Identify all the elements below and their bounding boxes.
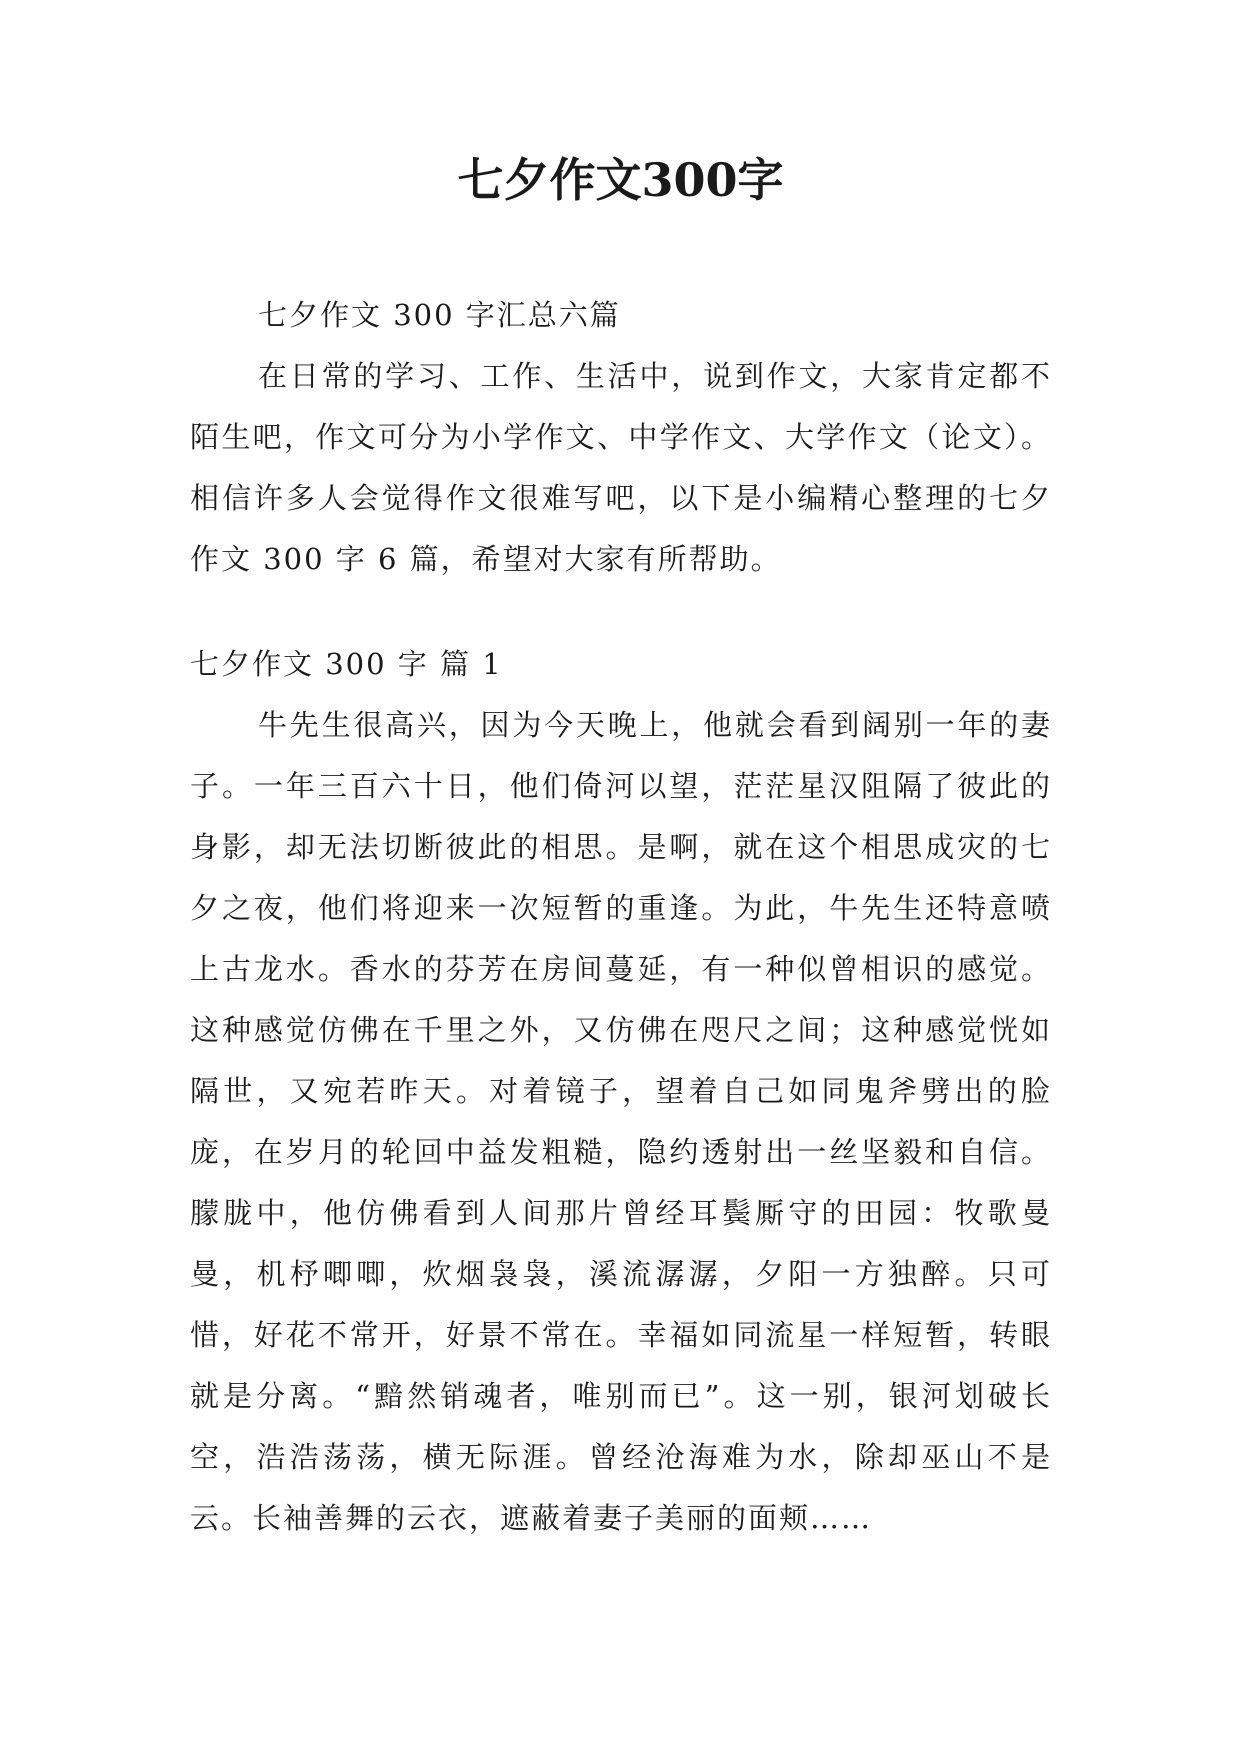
section-paragraph: 牛先生很高兴，因为今天晚上，他就会看到阔别一年的妻子。一年三百六十日，他们倚河以望，茫茫星汉阻隔了彼此的身影，却无法切断彼此的相思。是啊，就在这个相思成灾的七夕之夜，他们将迎来一次短暂的重逢。为此，牛先生还特意喷上古龙水。香水的芬芳在房间蔓延，有一种似曾相识的感觉。这种感觉仿佛在千里之外，又仿佛在咫尺之间；这种感觉恍如隔世，又宛若昨天。对着镜子，望着自己如同鬼斧劈出的脸庞，在岁月的轮回中益发粗糙，隐约透射出一丝坚毅和自信。朦胧中，他仿佛看到人间那片曾经耳鬓厮守的田园：牧歌曼曼，机杼唧唧，炊烟袅袅，溪流潺潺，夕阳一方独醉。只可惜，好花不常开，好景不常在。幸福如同流星一样短暂，转眼就是分离。“黯然销魂者，唯别而已”。这一别，银河划破长空，浩浩荡荡，横无际涯。曾经沧海难为水，除却巫山不是云。长袖善舞的云衣，遮蔽着妻子美丽的面颊…… xyxy=(190,708,1052,1535)
intro-paragraph: 在日常的学习、工作、生活中，说到作文，大家肯定都不陌生吧，作文可分为小学作文、中学作文、大学作文（论文）。相信许多人会觉得作文很难写吧，以下是小编精心整理的七夕作文 300 字 6 篇，希望对大家有所帮助。 xyxy=(190,359,1052,576)
collection-subtitle: 七夕作文 300 字汇总六篇 xyxy=(258,298,621,332)
page-title: 七夕作文300字 xyxy=(457,153,784,207)
section-heading: 七夕作文 300 字 篇 1 xyxy=(190,647,503,681)
